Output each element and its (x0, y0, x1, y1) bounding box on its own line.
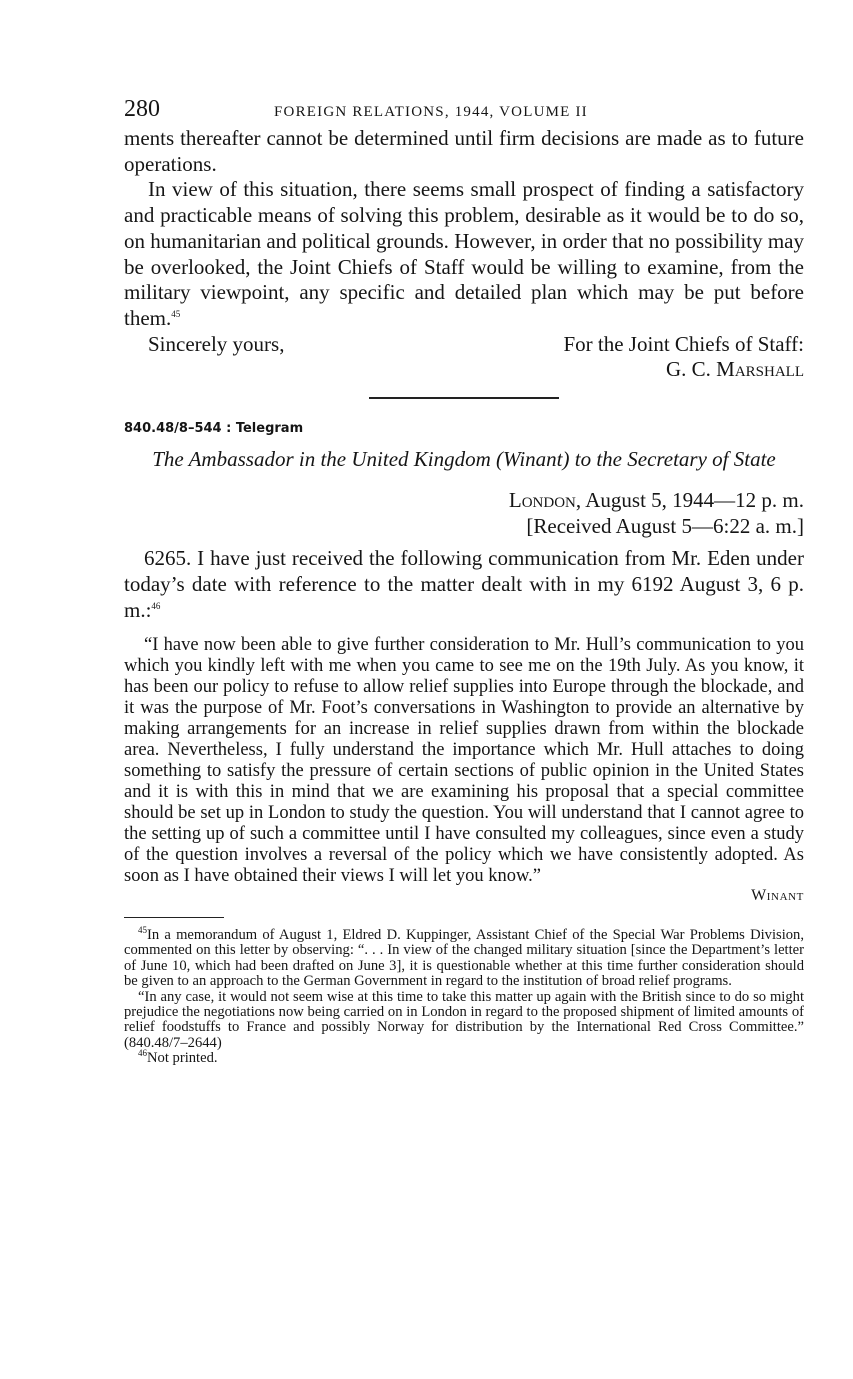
letter-paragraph: ments thereafter cannot be determined until firm decisions are made as to future operations. (124, 126, 804, 176)
received-line: [Received August 5—6:22 a. m.] (526, 514, 804, 539)
footnote-number: 45 (138, 925, 147, 936)
signatory (124, 357, 804, 383)
telegram-signature (124, 887, 804, 905)
footnote-divider (124, 917, 224, 918)
closing: Sincerely yours, (148, 331, 285, 356)
dateline-date: , August 5, 1944—12 p. m. (575, 488, 804, 513)
closing-row (124, 332, 804, 358)
footnote-45 (124, 925, 804, 990)
section-divider (369, 397, 559, 399)
footnote-text: Not printed. (147, 1050, 218, 1067)
footnotes (124, 925, 804, 1067)
quote-paragraph: “I have now been able to give further consideration to Mr. Hull’s communication to you which you kindly left with me when you came to see me on the 19th July. As you know, it has been our policy to refuse to allow relief supplies into Europe through the blockade, and it was the purpose of Mr. Foot’s conversations in Washington to provide an alternative by making arrangements for an increase in relief supplies drawn from within the blockade area. Nevertheless, I fully understand the importance which Mr. Hull attaches to doing something to satisfy the pressure of certain sections of public opinion in the United States and it is with this in mind that we are examining his proposal that a special committee should be set up in London to study the question. You will understand that I cannot agree to the setting up of such a committee until I have consulted my colleagues, since even a study of the question involves a reversal of the policy which we have consistently adopted. As soon as I have obtained their views I will let you know.” (124, 635, 804, 887)
footnote-45-continued: “In any case, it would not seem wise at this time to take this matter up again with the British since to do so might prejudice the negotiations now being carried on in London in regard to the proposed shipment of limited amounts of relief foodstuffs to France and possibly Norway for distribution by the International Red Cross Committee.” (840.48/7–2644) (124, 988, 804, 1051)
letter-paragraph-text: In view of this situation, there seems small prospect of finding a satisfactory and practicable means of solving this problem, desirable as it would be to do so, on humanitarian and political grounds. However, in order that no possibility may be overlooked, the Joint Chiefs of Staff would be willing to examine, from the military viewpoint, any specific and detailed plan which may be put before them. (124, 177, 804, 330)
running-head: FOREIGN RELATIONS, 1944, VOLUME II (274, 104, 588, 120)
signatory-initials: G. C. (665, 357, 711, 382)
letter-paragraph (124, 177, 804, 331)
footnote-number: 46 (138, 1048, 147, 1059)
footnote-ref: 45 (171, 308, 181, 319)
signature-name: Winant (751, 887, 804, 905)
quoted-communication (124, 635, 804, 887)
page-number: 280 (124, 96, 160, 122)
dateline (124, 487, 804, 539)
footnote-46 (124, 1048, 804, 1067)
dateline-place: London (508, 488, 576, 513)
document-page (124, 96, 804, 1067)
message-text: 6265. I have just received the following communication from Mr. Eden under today’s date with reference to the matter dealt with in my 6192 August 3, 6 p. m.: (124, 546, 804, 623)
for-line: For the Joint Chiefs of Staff: (563, 331, 804, 356)
dateline-line (124, 487, 804, 513)
page-header (124, 96, 804, 126)
signatory-name: Marshall (716, 357, 804, 382)
document-title: The Ambassador in the United Kingdom (Winant) to the Secretary of State (152, 447, 776, 472)
footnote-text: In a memorandum of August 1, Eldred D. Kuppinger, Assistant Chief of the Special War Problems Division, commented on this letter by observing: “. . . In view of the changed military situation [since the Department’s letter of June 10, which had been drafted on June 3], it is questionable whether at this time further consideration should be given to an approach to the German Government in regard to the institution of broad relief programs. (124, 927, 804, 990)
message-paragraph (124, 545, 804, 623)
file-reference: 840.48/8–544 : Telegram (124, 421, 304, 437)
letter-body (124, 126, 804, 332)
footnote-ref: 46 (151, 601, 161, 612)
telegram-message (124, 545, 804, 623)
